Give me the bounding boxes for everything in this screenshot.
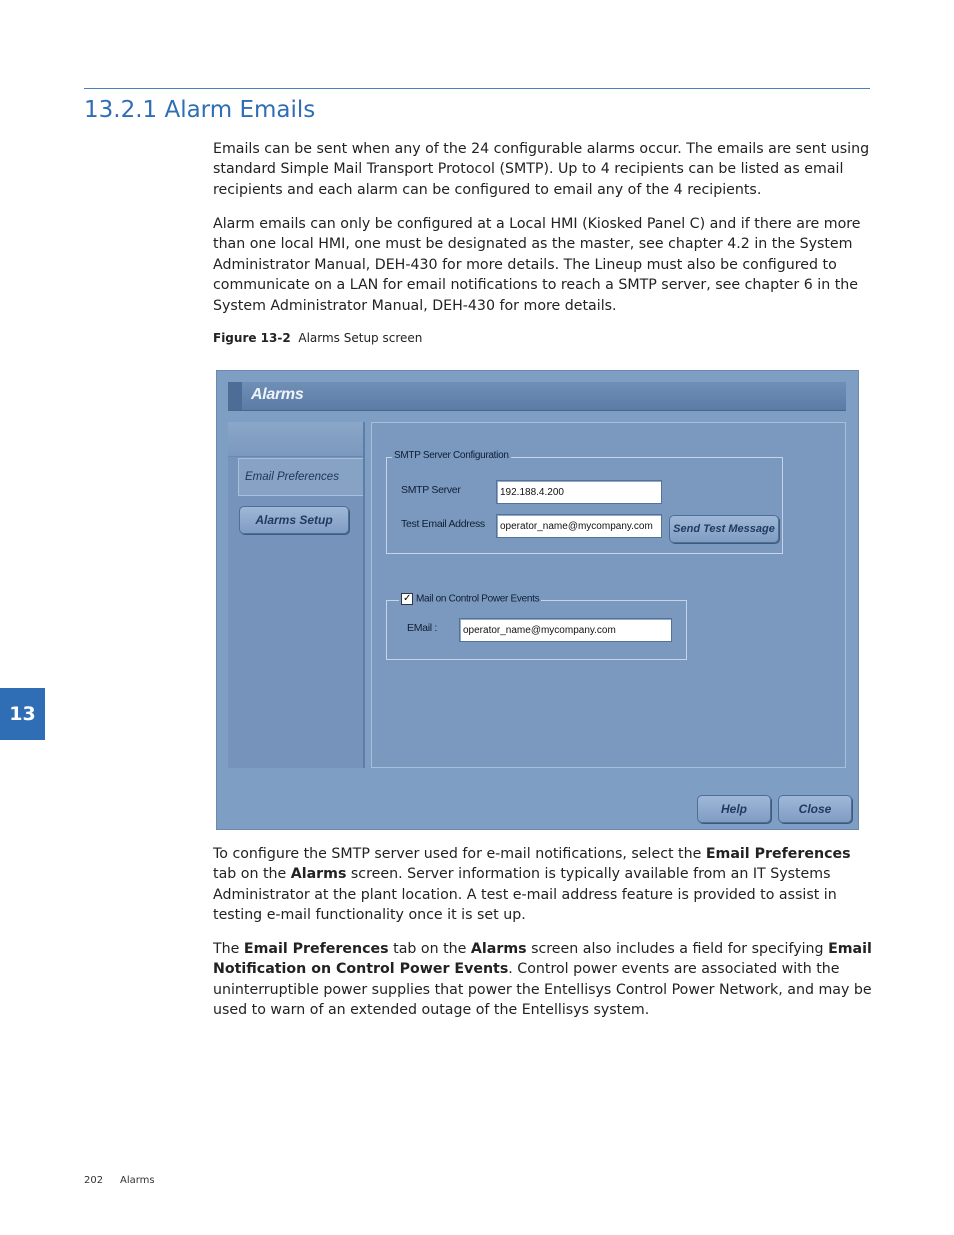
control-power-legend (399, 593, 541, 605)
sidebar-header (228, 422, 363, 457)
section-title: 13.2.1 Alarm Emails (84, 97, 316, 123)
p3-text-2: tab on the (213, 866, 291, 883)
screen-title: Alarms (251, 386, 304, 403)
help-button[interactable]: Help (697, 795, 771, 823)
p4-bold-alarms: Alarms (470, 941, 527, 957)
smtp-group-legend: SMTP Server Configuration (394, 450, 509, 461)
p4-text-4: . Control power events are associated with the uninterruptible power supplies that power the Entellisys Control Power Network, and may be used to warn of an extended outage of the Entellisys system. (213, 961, 872, 1019)
p3-text-3: screen. Server information is typically available from an IT Systems Administrator at the plant location. A test e-mail address feature is provided to assist in testing e-mail functionality once it is set up. (213, 866, 837, 924)
email-label: EMail : (407, 622, 437, 634)
header-rule (84, 88, 870, 89)
sidebar (228, 422, 365, 768)
chapter-tab: 13 (0, 688, 45, 740)
p3-bold-alarms: Alarms (290, 866, 347, 883)
paragraph-1: Emails can be sent when any of the 24 configurable alarms occur. The emails are sent using standard Simple Mail Transport Protocol (SMTP). Up to 4 recipients can be listed as email recipients and each alarm can be configured to email any of the 4 recipients. (213, 141, 870, 198)
p3-bold-email-preferences: Email Preferences (705, 846, 851, 862)
p4-bold-email-preferences: Email Preferences (243, 941, 389, 957)
test-email-label: Test Email Address (401, 518, 485, 530)
footer-page-number: 202 (84, 1175, 104, 1186)
smtp-server-input[interactable] (496, 480, 662, 504)
p4-text-3: screen also includes a field for specifying (526, 941, 829, 957)
p4-text-1: The (213, 941, 244, 957)
paragraph-2: Alarm emails can only be configured at a Local HMI (Kiosked Panel C) and if there are more than one local HMI, one must be designated as the master, see chapter 4.2 in the System Administrator Manual, DEH-430 for more details. The Lineup must also be configured to communicate on a LAN for email notifications to reach a SMTP server, see chapter 6 in the System Administrator Manual, DEH-430 for more details. (213, 216, 861, 314)
figure-caption (213, 331, 422, 345)
alarms-setup-button[interactable]: Alarms Setup (239, 506, 349, 534)
mail-on-power-checkbox[interactable]: ✓ (402, 593, 412, 604)
smtp-server-label: SMTP Server (401, 484, 461, 496)
footer-section: Alarms (120, 1175, 155, 1186)
send-test-message-button[interactable]: Send Test Message (669, 515, 779, 543)
paragraph-4 (213, 939, 873, 1021)
control-power-legend-text: Mail on Control Power Events (416, 593, 540, 605)
email-preferences-panel (371, 422, 846, 768)
p4-text-2: tab on the (388, 941, 471, 957)
close-button[interactable]: Close (778, 795, 852, 823)
figure-title: Alarms Setup screen (298, 331, 423, 345)
control-power-group (386, 593, 687, 660)
header-accent-bar (228, 382, 242, 410)
figure-number: Figure 13-2 (213, 331, 291, 345)
p4-bold-email-notification: Email Notification on Control Power Events (213, 941, 872, 978)
tab-email-preferences[interactable]: Email Preferences (238, 458, 363, 496)
paragraph-3 (213, 844, 873, 926)
power-email-input[interactable] (459, 618, 672, 642)
test-email-input[interactable] (496, 514, 662, 538)
smtp-server-group (386, 450, 783, 554)
p3-text-1: To configure the SMTP server used for e-mail notifications, select the (213, 846, 706, 862)
alarms-setup-screenshot (216, 370, 859, 830)
screen-header (228, 382, 846, 411)
